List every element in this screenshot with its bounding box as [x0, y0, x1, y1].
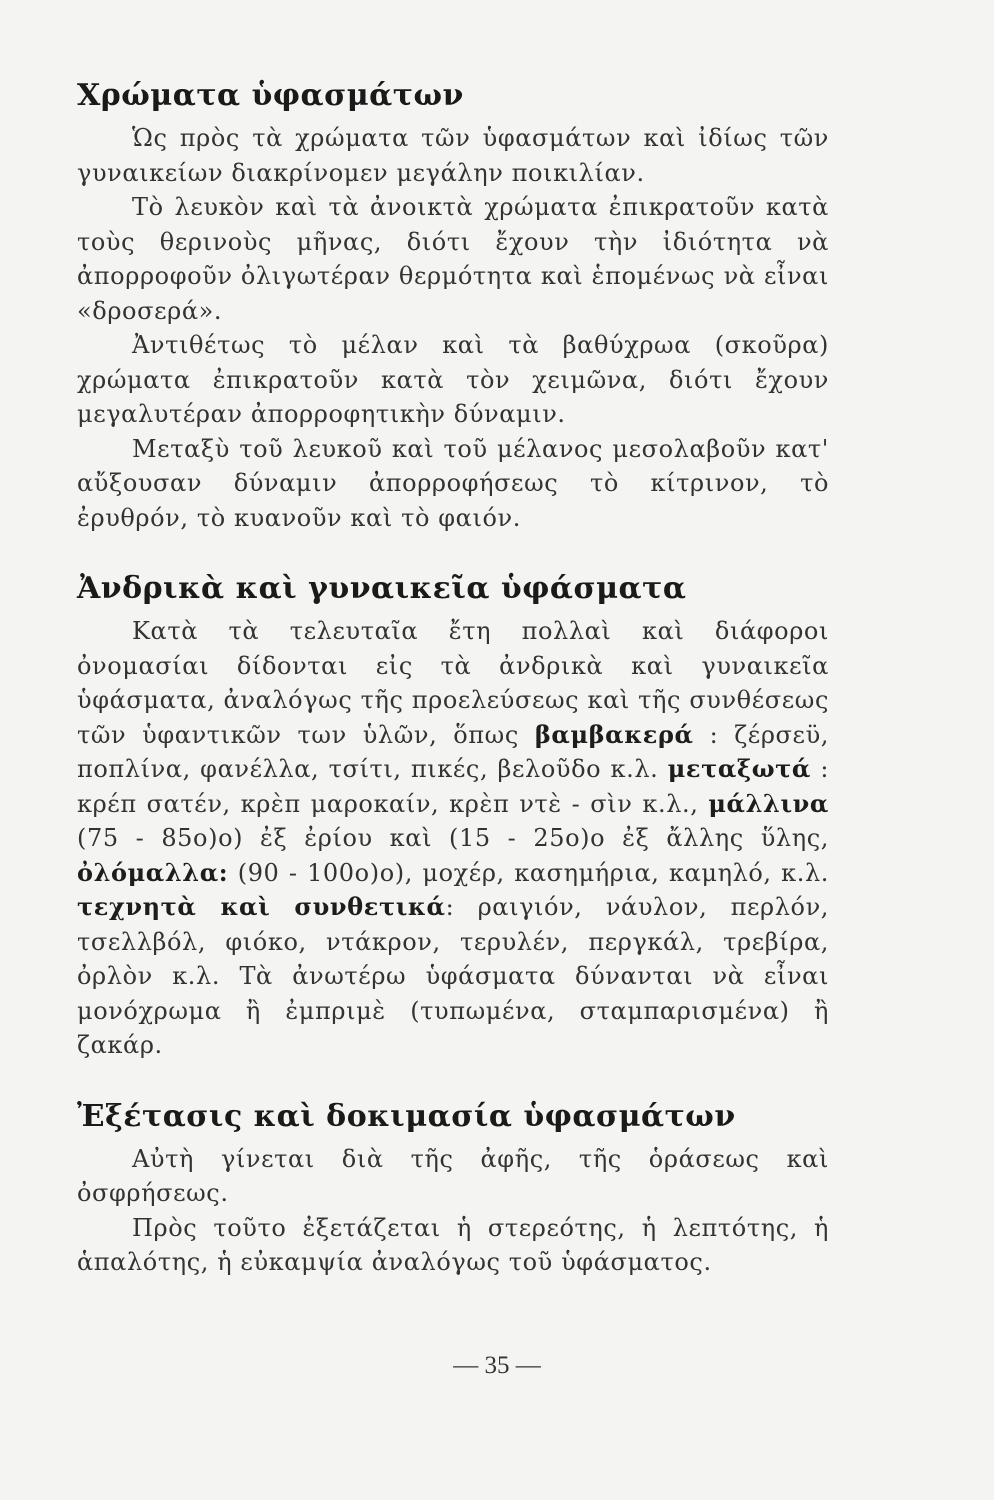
paragraph: Τὸ λευκὸν καὶ τὰ ἀνοικτὰ χρώματα ἐπικρατοῦν κατὰ τοὺς θερινοὺς μῆνας, διότι ἔχουν τὴν ἰδιότητα νὰ ἀπορροφοῦν ὀλιγωτέραν θερμότητα καὶ ἑπομένως νὰ εἶναι «δροσερά».: [77, 193, 829, 325]
section-heading-examination: Ἐξέτασις καὶ δοκιμασία ὑφασμάτων: [77, 1098, 736, 1134]
paragraph: Ἀντιθέτως τὸ μέλαν καὶ τὰ βαθύχρωα (σκοῦρα) χρώματα ἐπικρατοῦν κατὰ τὸν χειμῶνα, διότι ἔχουν μεγαλυτέραν ἀπορροφητικὴν δύναμιν.: [77, 331, 829, 428]
term-woolen: μάλλινα: [708, 788, 829, 818]
term-synthetic: τεχνητὰ καὶ συνθετικά: [77, 892, 446, 921]
text-run: : ραιγιόν, νάυλον, περλόν, τσελλβόλ, φιόκο, ντάκρον, τερυλέν, περγκάλ, τρεβίρα, ὀρλὸν κ.λ. Τὰ ἀνωτέρω ὑφάσματα δύνανται νὰ εἶναι μονόχρωμα ἢ ἐμπριμὲ (τυπωμένα, σταμπαρισμένα) ἢ ζακάρ.: [77, 893, 829, 1059]
text-run: (75 - 85ο)ο) ἐξ ἐρίου καὶ (15 - 25ο)ο ἐξ ἄλλης ὕλης,: [77, 824, 829, 852]
page-number: — 35 —: [453, 1352, 541, 1379]
text-run: : ζέρσεϋ, ποπλίνα, φανέλλα, τσίτι, πικές, βελοῦδο κ.λ.: [77, 720, 829, 783]
paragraph: Πρὸς τοῦτο ἐξετάζεται ἡ στερεότης, ἡ λεπτότης, ἡ ἁπαλότης, ἡ εὐκαμψία ἀναλόγως τοῦ ὑφάσματος.: [77, 1213, 829, 1276]
paragraph: Αὐτὴ γίνεται διὰ τῆς ἀφῆς, τῆς ὁράσεως καὶ ὀσφρήσεως.: [77, 1144, 829, 1207]
term-silk: μεταξωτά: [667, 754, 811, 783]
section-heading-fabric-colors: Χρώματα ὑφασμάτων: [77, 78, 464, 113]
paragraph: Μεταξὺ τοῦ λευκοῦ καὶ τοῦ μέλανος μεσολαβοῦν κατ' αὔξουσαν δύναμιν ἀπορροφήσεως τὸ κίτρινον, τὸ ἐρυθρόν, τὸ κυανοῦν καὶ τὸ φαιόν.: [77, 434, 829, 532]
term-cotton: βαμβακερά: [534, 719, 694, 749]
text-run: : κρέπ σατέν, κρὲπ μαροκαίν, κρὲπ ντὲ - σὶν κ.λ.,: [77, 755, 829, 818]
text-run: (90 - 100ο)ο), μοχέρ, κασημήρια, καμηλό, κ.λ.: [228, 858, 829, 887]
term-pure-wool: ὀλόμαλλα:: [77, 857, 229, 887]
section-heading-mens-womens-fabrics: Ἀνδρικὰ καὶ γυναικεῖα ὑφάσματα: [77, 571, 687, 606]
text-run: Κατὰ τὰ τελευταῖα ἔτη πολλαὶ καὶ διάφοροι ὀνομασίαι δίδονται εἰς τὰ ἀνδρικὰ καὶ γυναικεῖα ὑφάσματα, ἀναλόγως τῆς προελεύσεως καὶ τῆς συνθέσεως τῶν ὑφαντικῶν των ὑλῶν, ὅπως: [77, 617, 829, 749]
paragraph: Ὡς πρὸς τὰ χρώματα τῶν ὑφασμάτων καὶ ἰδίως τῶν γυναικείων διακρίνομεν μεγάλην ποικιλίαν.: [77, 124, 829, 187]
paragraph-fabric-types: [77, 614, 829, 1063]
